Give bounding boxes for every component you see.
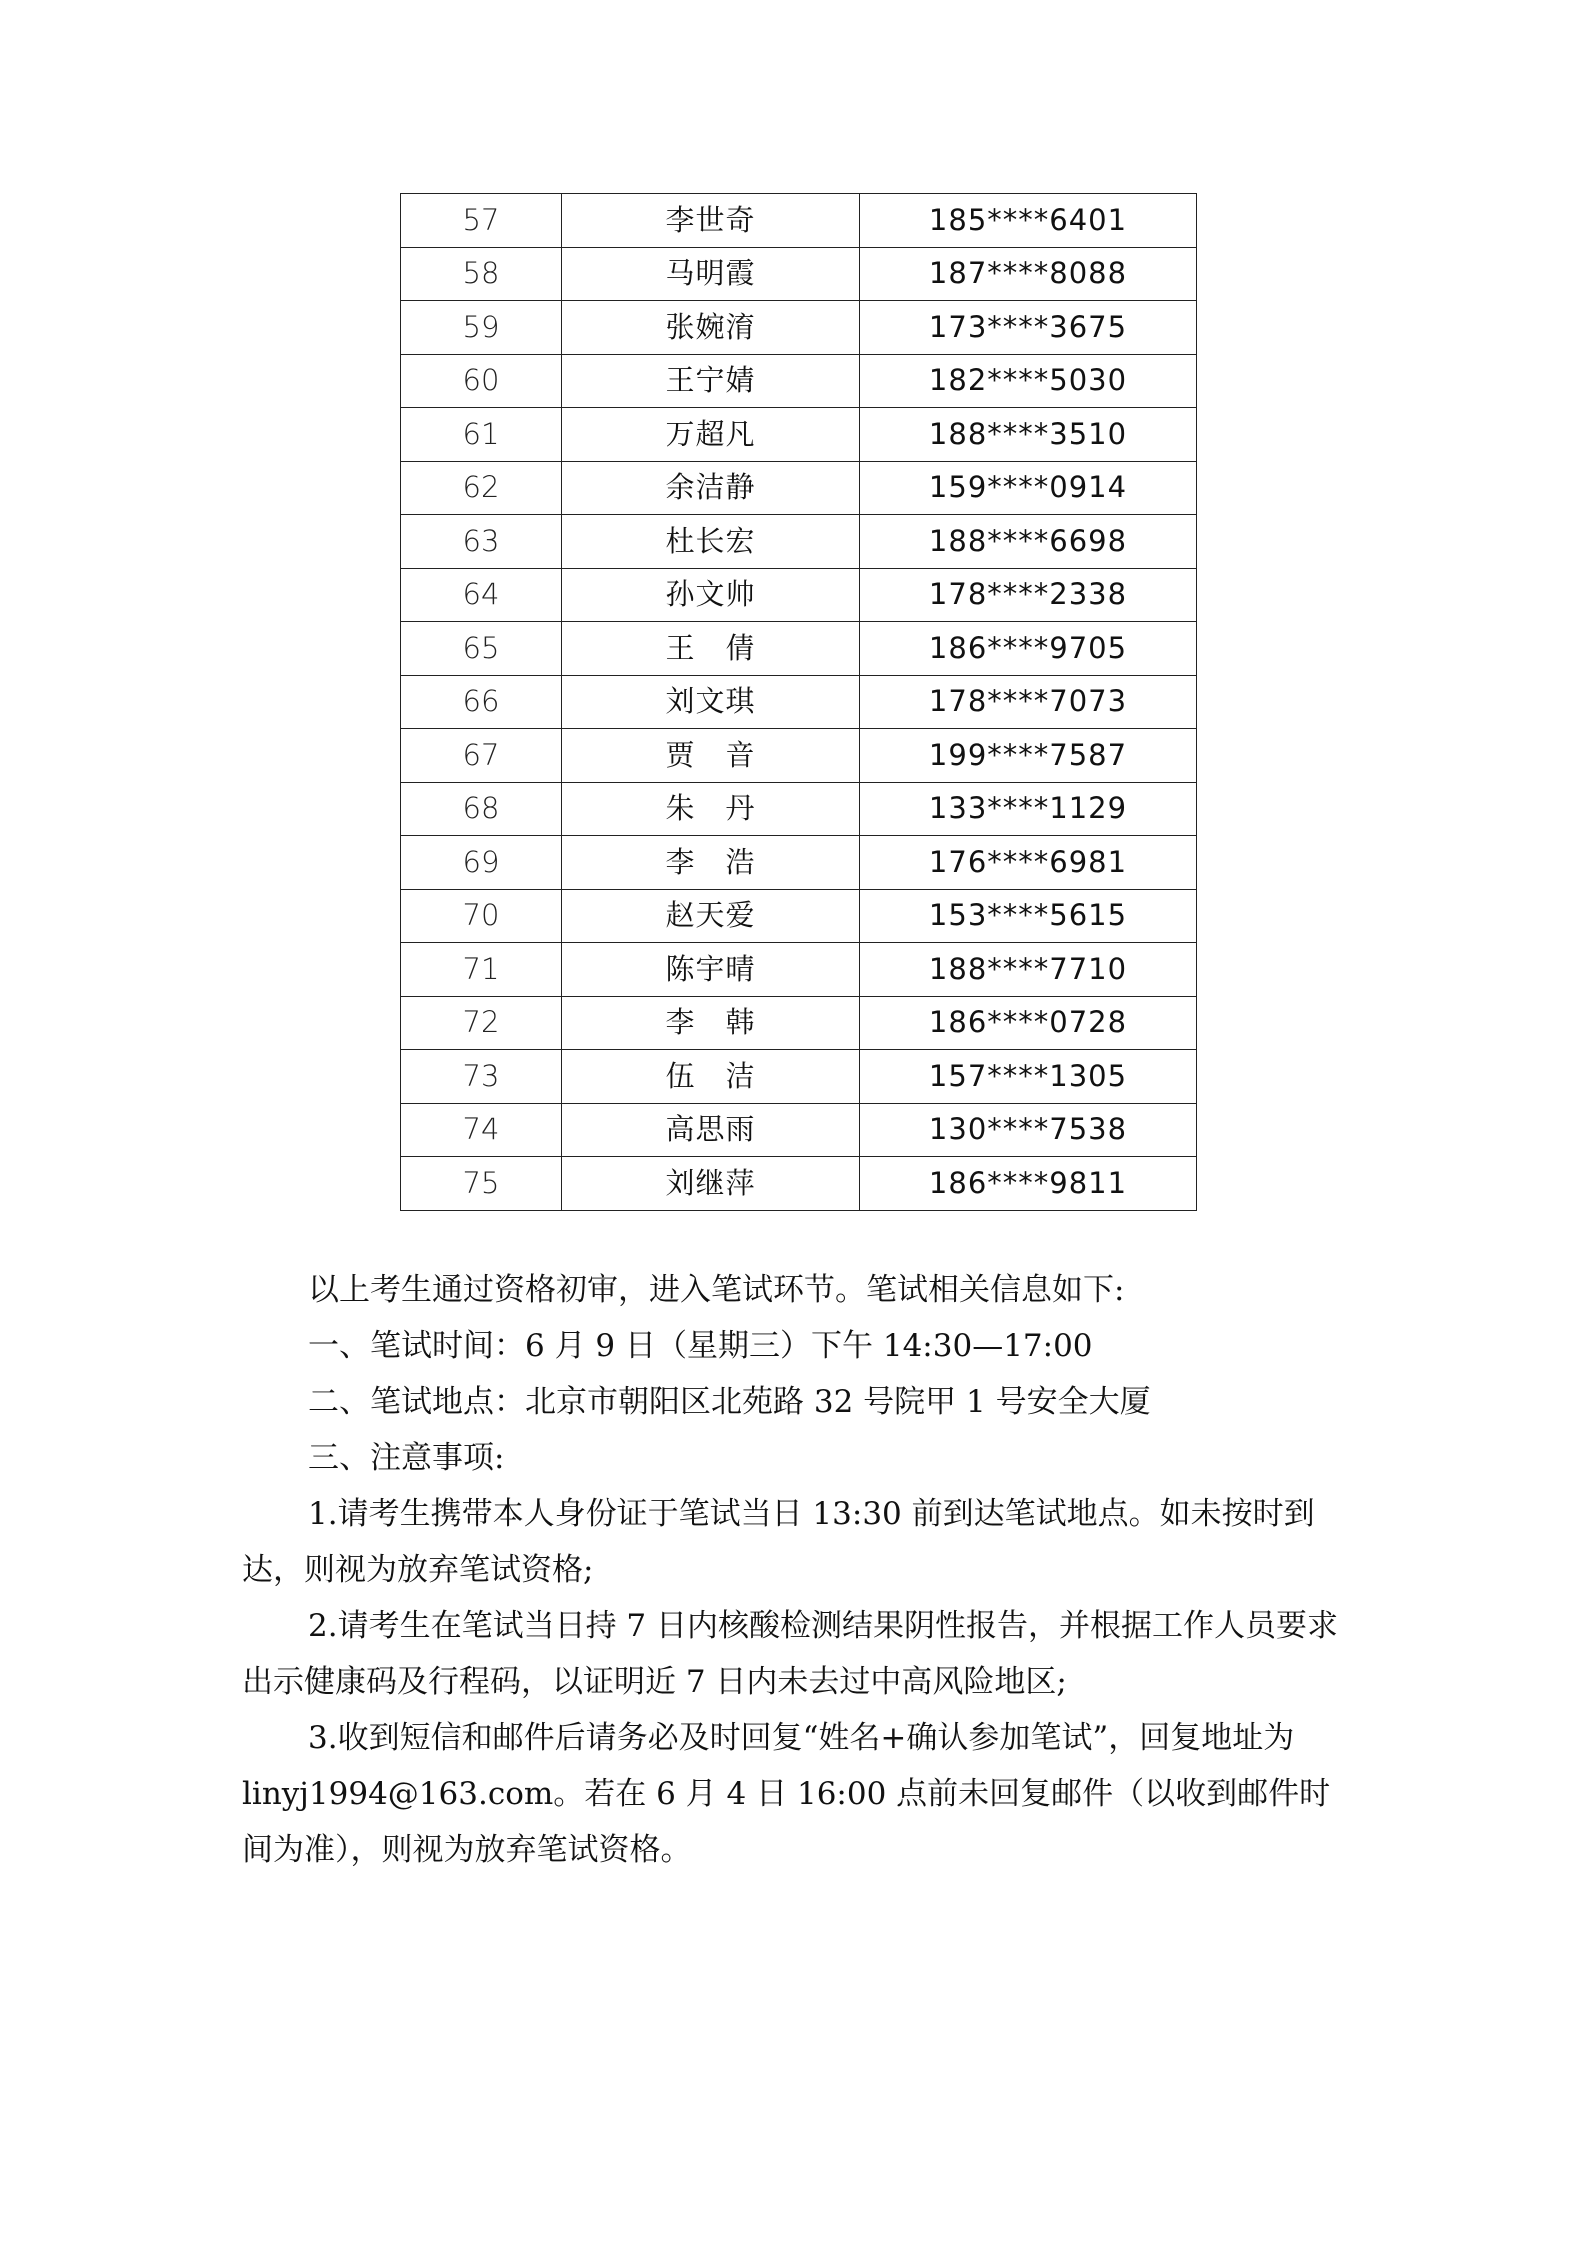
candidate-phone: 186****9811: [860, 1157, 1197, 1211]
candidate-phone: 178****7073: [860, 675, 1197, 729]
candidate-phone: 186****0728: [860, 996, 1197, 1050]
notes-heading: 三、注意事项:: [308, 1440, 505, 1476]
table-row: [401, 836, 1197, 890]
candidate-phone: 188****6698: [860, 515, 1197, 569]
exam-location: 二、笔试地点：北京市朝阳区北苑路 32 号院甲 1 号安全大厦: [308, 1384, 1151, 1420]
table-row: [401, 1157, 1197, 1211]
candidate-name: 贾 音: [562, 729, 860, 783]
candidate-name: 万超凡: [562, 408, 860, 462]
table-row: [401, 943, 1197, 997]
note-2: 2.请考生在笔试当日持 7 日内核酸检测结果阴性报告，并根据工作人员要求出示健康码及行程码，以证明近 7 日内未去过中高风险地区;: [242, 1608, 1339, 1700]
candidate-name: 赵天爱: [562, 889, 860, 943]
table-row: [401, 515, 1197, 569]
table-row: [401, 1103, 1197, 1157]
candidate-name: 李 韩: [562, 996, 860, 1050]
table-row: [401, 408, 1197, 462]
row-number: 62: [401, 461, 562, 515]
row-number: 68: [401, 782, 562, 836]
candidate-name: 孙文帅: [562, 568, 860, 622]
row-number: 69: [401, 836, 562, 890]
row-number: 66: [401, 675, 562, 729]
candidate-phone: 186****9705: [860, 622, 1197, 676]
table-row: [401, 996, 1197, 1050]
table-row: [401, 1050, 1197, 1104]
table-row: [401, 675, 1197, 729]
exam-time: 一、笔试时间：6 月 9 日（星期三）下午 14:30—17:00: [308, 1328, 1093, 1364]
notice-intro: 以上考生通过资格初审，进入笔试环节。笔试相关信息如下:: [308, 1272, 1125, 1308]
candidate-phone: 178****2338: [860, 568, 1197, 622]
table-row: [401, 622, 1197, 676]
candidate-name: 李 浩: [562, 836, 860, 890]
row-number: 71: [401, 943, 562, 997]
candidate-phone: 133****1129: [860, 782, 1197, 836]
row-number: 72: [401, 996, 562, 1050]
candidate-phone: 130****7538: [860, 1103, 1197, 1157]
candidate-name: 高思雨: [562, 1103, 860, 1157]
candidate-name: 王宁婧: [562, 354, 860, 408]
row-number: 65: [401, 622, 562, 676]
candidate-table: [400, 193, 1197, 1211]
candidate-name: 马明霞: [562, 247, 860, 301]
row-number: 64: [401, 568, 562, 622]
candidate-phone: 157****1305: [860, 1050, 1197, 1104]
candidate-name: 余洁静: [562, 461, 860, 515]
candidate-phone: 159****0914: [860, 461, 1197, 515]
candidate-name: 伍 洁: [562, 1050, 860, 1104]
candidate-name: 朱 丹: [562, 782, 860, 836]
table-row: [401, 729, 1197, 783]
candidate-phone: 199****7587: [860, 729, 1197, 783]
candidate-phone: 188****3510: [860, 408, 1197, 462]
candidate-phone: 188****7710: [860, 943, 1197, 997]
table-row: [401, 461, 1197, 515]
notice-section: [242, 1262, 1352, 1878]
row-number: 67: [401, 729, 562, 783]
candidate-name: 陈宇晴: [562, 943, 860, 997]
table-row: [401, 889, 1197, 943]
candidate-phone: 187****8088: [860, 247, 1197, 301]
candidate-name: 王 倩: [562, 622, 860, 676]
table-row: [401, 782, 1197, 836]
candidate-phone: 176****6981: [860, 836, 1197, 890]
candidate-phone: 185****6401: [860, 194, 1197, 248]
row-number: 57: [401, 194, 562, 248]
note-3: 3.收到短信和邮件后请务必及时回复“姓名+确认参加笔试”，回复地址为 linyj1994@163.com。若在 6 月 4 日 16:00 点前未回复邮件（以收到邮件时间为准），则视为放弃笔试资格。: [242, 1720, 1331, 1868]
row-number: 61: [401, 408, 562, 462]
candidate-phone: 182****5030: [860, 354, 1197, 408]
row-number: 73: [401, 1050, 562, 1104]
table-row: [401, 568, 1197, 622]
candidate-phone: 173****3675: [860, 301, 1197, 355]
row-number: 74: [401, 1103, 562, 1157]
table-row: [401, 194, 1197, 248]
note-1: 1.请考生携带本人身份证于笔试当日 13:30 前到达笔试地点。如未按时到达，则视为放弃笔试资格;: [242, 1496, 1315, 1588]
row-number: 75: [401, 1157, 562, 1211]
candidate-name: 杜长宏: [562, 515, 860, 569]
candidate-name: 张婉淯: [562, 301, 860, 355]
row-number: 60: [401, 354, 562, 408]
candidate-table-body: [401, 194, 1197, 1211]
row-number: 63: [401, 515, 562, 569]
candidate-name: 刘文琪: [562, 675, 860, 729]
candidate-name: 刘继萍: [562, 1157, 860, 1211]
row-number: 58: [401, 247, 562, 301]
table-row: [401, 354, 1197, 408]
candidate-name: 李世奇: [562, 194, 860, 248]
candidate-phone: 153****5615: [860, 889, 1197, 943]
table-row: [401, 247, 1197, 301]
row-number: 70: [401, 889, 562, 943]
table-row: [401, 301, 1197, 355]
row-number: 59: [401, 301, 562, 355]
